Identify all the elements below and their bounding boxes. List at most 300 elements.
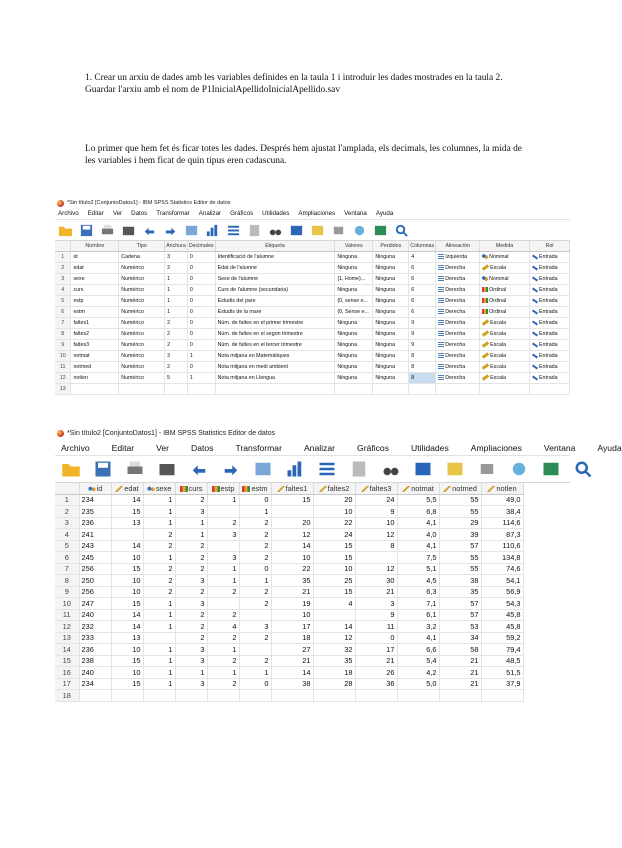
variable-header-estm[interactable] [239,483,271,494]
row-number[interactable]: 13 [55,632,79,644]
column-header[interactable]: Tipo [119,241,165,252]
row-number[interactable]: 4 [55,529,79,541]
row-number[interactable]: 17 [55,678,79,690]
cell-perdidos[interactable]: Ninguna [373,274,409,285]
data-cell[interactable]: 14 [271,667,313,679]
cell-alineacion[interactable] [436,362,480,373]
data-cell[interactable]: 232 [79,621,111,633]
select-cases-icon[interactable] [310,223,325,238]
cell-alineacion[interactable] [436,307,480,318]
cell-anchura[interactable]: 1 [165,296,188,307]
variable-header-curs[interactable] [175,483,207,494]
data-cell[interactable]: 45,8 [481,609,523,621]
data-cell[interactable]: 4 [207,621,239,633]
cell-nombre[interactable]: estp [71,296,119,307]
data-cell[interactable]: 14 [111,609,143,621]
data-cell[interactable]: 3,2 [397,621,439,633]
data-cell[interactable] [355,552,397,564]
data-cell[interactable]: 250 [79,575,111,587]
data-cell[interactable]: 12 [271,529,313,541]
data-cell[interactable]: 7,5 [397,552,439,564]
data-cell[interactable]: 1 [207,563,239,575]
cell-etiqueta[interactable]: Nota mitjana en medi ambient [215,362,335,373]
data-cell[interactable]: 3 [175,598,207,610]
column-header[interactable]: Rol [530,241,570,252]
empty-cell[interactable] [207,690,239,702]
data-cell[interactable]: 5,5 [397,494,439,506]
empty-cell[interactable] [271,690,313,702]
row-number[interactable]: 12 [55,373,71,384]
cell-valores[interactable]: Ninguna [335,373,373,384]
data-cell[interactable]: 15 [111,563,143,575]
data-cell[interactable]: 3 [175,678,207,690]
data-cell[interactable]: 20 [313,494,355,506]
data-cell[interactable]: 1 [143,678,175,690]
data-cell[interactable]: 3 [355,598,397,610]
cell-rol[interactable] [530,318,570,329]
cell-nombre[interactable]: faltes2 [71,329,119,340]
cell-rol[interactable] [530,296,570,307]
data-cell[interactable]: 4,1 [397,632,439,644]
data-cell[interactable]: 12 [355,563,397,575]
cell-columnas[interactable]: 6 [409,285,436,296]
data-cell[interactable]: 1 [143,552,175,564]
data-cell[interactable]: 17 [271,621,313,633]
data-cell[interactable]: 8 [355,540,397,552]
row-number[interactable]: 14 [55,644,79,656]
menu-ver[interactable]: Ver [156,442,170,453]
cell-columnas[interactable]: 8 [409,351,436,362]
data-cell[interactable]: 14 [111,621,143,633]
data-cell[interactable]: 22 [271,563,313,575]
cell-perdidos[interactable]: Ninguna [373,252,409,263]
data-cell[interactable]: 13 [111,517,143,529]
empty-cell[interactable] [119,384,165,395]
row-number[interactable]: 9 [55,340,71,351]
data-cell[interactable]: 233 [79,632,111,644]
data-cell[interactable]: 9 [355,609,397,621]
cell-valores[interactable]: {0, Sense e... [335,307,373,318]
cell-nombre[interactable]: notmat [71,351,119,362]
data-cell[interactable]: 2 [175,621,207,633]
cell-dec[interactable]: 1 [187,373,215,384]
menu-transformar[interactable]: Transformar [235,442,282,453]
cell-alineacion[interactable] [436,329,480,340]
data-cell[interactable]: 1 [207,494,239,506]
data-cell[interactable]: 2 [143,540,175,552]
cell-valores[interactable]: {1, Home}... [335,274,373,285]
data-cell[interactable]: 2 [239,552,271,564]
data-cell[interactable]: 15 [111,655,143,667]
cell-columnas[interactable]: 6 [409,296,436,307]
cell-alineacion[interactable] [436,340,480,351]
menu-ventana[interactable]: Ventana [344,210,367,217]
menu-analizar[interactable]: Analizar [198,210,222,217]
cell-valores[interactable]: Ninguna [335,329,373,340]
menu-editar[interactable]: Editar [111,442,135,453]
data-cell[interactable]: 10 [271,609,313,621]
cell-alineacion[interactable] [436,296,480,307]
cell-nombre[interactable]: notlen [71,373,119,384]
data-cell[interactable]: 48,5 [481,655,523,667]
empty-cell[interactable] [187,384,215,395]
data-cell[interactable]: 1 [207,667,239,679]
data-cell[interactable]: 5,4 [397,655,439,667]
cell-columnas[interactable]: 6 [409,263,436,274]
data-cell[interactable]: 3 [175,644,207,656]
cell-etiqueta[interactable]: Identificació de l'alumne [215,252,335,263]
column-header[interactable]: Perdidos [373,241,409,252]
find-binoculars-icon[interactable] [381,459,401,479]
data-cell[interactable]: 1 [143,667,175,679]
data-cell[interactable]: 19 [271,598,313,610]
cell-rol[interactable] [530,285,570,296]
data-cell[interactable]: 3 [207,529,239,541]
data-cell[interactable]: 87,3 [481,529,523,541]
data-cell[interactable]: 110,6 [481,540,523,552]
data-cell[interactable]: 21 [271,655,313,667]
cell-perdidos[interactable]: Ninguna [373,296,409,307]
data-cell[interactable]: 243 [79,540,111,552]
column-header[interactable]: Etiqueta [215,241,335,252]
open-folder-icon[interactable] [61,459,81,479]
data-cell[interactable]: 15 [313,552,355,564]
data-cell[interactable]: 37,9 [481,678,523,690]
cell-alineacion[interactable] [436,252,480,263]
variable-header-notlen[interactable] [481,483,523,494]
data-cell[interactable]: 1 [239,575,271,587]
data-cell[interactable]: 10 [111,667,143,679]
cell-nombre[interactable]: estm [71,307,119,318]
row-number[interactable]: 18 [55,690,79,702]
data-cell[interactable]: 28 [313,678,355,690]
menu-archivo[interactable]: Archivo [61,442,90,453]
cell-columnas[interactable]: 9 [409,340,436,351]
cell-alineacion[interactable] [436,274,480,285]
row-number[interactable]: 13 [55,384,71,395]
menu-utilidades[interactable]: Utilidades [262,210,290,217]
cell-tipo[interactable]: Numérico [119,296,165,307]
show-all-variables-icon[interactable] [541,459,561,479]
data-cell[interactable]: 2 [239,517,271,529]
cell-medida[interactable] [480,340,530,351]
cell-etiqueta[interactable]: Estudis del pare [215,296,335,307]
data-cell[interactable]: 55 [439,494,481,506]
cell-etiqueta[interactable]: Núm. de faltes en el tercer trimestre [215,340,335,351]
data-cell[interactable]: 6,3 [397,586,439,598]
go-to-case-icon[interactable] [184,223,199,238]
data-cell[interactable]: 38 [439,575,481,587]
cell-dec[interactable]: 0 [187,329,215,340]
cell-dec[interactable]: 0 [187,362,215,373]
cell-dec[interactable]: 0 [187,296,215,307]
cell-perdidos[interactable]: Ninguna [373,351,409,362]
empty-cell[interactable] [313,690,355,702]
cell-valores[interactable]: Ninguna [335,318,373,329]
cell-tipo[interactable]: Numérico [119,285,165,296]
empty-cell[interactable] [79,690,111,702]
cell-perdidos[interactable]: Ninguna [373,373,409,384]
cell-anchura[interactable]: 2 [165,362,188,373]
data-cell[interactable]: 10 [271,552,313,564]
data-cell[interactable]: 241 [79,529,111,541]
cell-tipo[interactable]: Numérico [119,307,165,318]
column-header[interactable]: Anchura [165,241,188,252]
data-cell[interactable]: 11 [355,621,397,633]
data-cell[interactable]: 1 [143,644,175,656]
empty-cell[interactable] [175,690,207,702]
data-cell[interactable] [207,540,239,552]
cell-perdidos[interactable]: Ninguna [373,263,409,274]
data-cell[interactable]: 4,1 [397,540,439,552]
menu-gráficos[interactable]: Gráficos [230,210,254,217]
data-cell[interactable] [111,529,143,541]
data-cell[interactable]: 12 [355,529,397,541]
data-cell[interactable]: 36 [355,678,397,690]
data-cell[interactable]: 51,5 [481,667,523,679]
row-number[interactable]: 6 [55,552,79,564]
data-cell[interactable]: 15 [313,586,355,598]
data-cell[interactable]: 1 [143,655,175,667]
data-cell[interactable]: 14 [111,494,143,506]
data-cell[interactable]: 24 [355,494,397,506]
cell-dec[interactable]: 0 [187,252,215,263]
empty-cell[interactable] [481,690,523,702]
cell-columnas[interactable]: 8 [409,362,436,373]
data-cell[interactable]: 1 [239,506,271,518]
cell-nombre[interactable]: faltes3 [71,340,119,351]
menu-ver[interactable]: Ver [112,210,123,217]
cell-nombre[interactable]: id [71,252,119,263]
data-cell[interactable]: 21 [355,655,397,667]
empty-cell[interactable] [373,384,409,395]
menu-datos[interactable]: Datos [131,210,148,217]
row-number[interactable]: 4 [55,285,71,296]
cell-valores[interactable]: Ninguna [335,252,373,263]
cell-rol[interactable] [530,263,570,274]
data-cell[interactable] [313,609,355,621]
data-cell[interactable]: 6,1 [397,609,439,621]
cell-tipo[interactable]: Numérico [119,362,165,373]
row-number[interactable]: 12 [55,621,79,633]
cell-dec[interactable]: 0 [187,274,215,285]
cell-rol[interactable] [530,252,570,263]
menu-transformar[interactable]: Transformar [156,210,190,217]
cell-perdidos[interactable]: Ninguna [373,307,409,318]
column-header[interactable]: Nombre [71,241,119,252]
go-to-case-icon[interactable] [253,459,273,479]
data-cell[interactable]: 56,9 [481,586,523,598]
data-cell[interactable]: 6,6 [397,644,439,656]
data-cell[interactable]: 59,2 [481,632,523,644]
data-cell[interactable]: 7,1 [397,598,439,610]
split-file-icon[interactable] [413,459,433,479]
data-cell[interactable]: 5,0 [397,678,439,690]
data-cell[interactable]: 2 [175,552,207,564]
menu-archivo[interactable]: Archivo [58,210,79,217]
empty-cell[interactable] [111,690,143,702]
cell-perdidos[interactable]: Ninguna [373,329,409,340]
row-number[interactable]: 5 [55,540,79,552]
column-header[interactable]: Columnas [409,241,436,252]
data-cell[interactable]: 24 [313,529,355,541]
cell-etiqueta[interactable]: Nota mitjana en Llengua [215,373,335,384]
cell-rol[interactable] [530,373,570,384]
cell-medida[interactable] [480,263,530,274]
data-cell[interactable]: 10 [355,517,397,529]
data-cell[interactable]: 21 [355,586,397,598]
data-cell[interactable]: 0 [239,678,271,690]
row-number[interactable]: 11 [55,362,71,373]
data-cell[interactable]: 2 [239,529,271,541]
data-cell[interactable]: 236 [79,644,111,656]
data-cell[interactable]: 238 [79,655,111,667]
data-cell[interactable]: 247 [79,598,111,610]
cell-rol[interactable] [530,362,570,373]
row-number[interactable]: 3 [55,517,79,529]
data-cell[interactable]: 10 [111,586,143,598]
data-cell[interactable]: 1 [239,667,271,679]
cell-anchura[interactable]: 1 [165,307,188,318]
data-cell[interactable]: 30 [355,575,397,587]
cell-anchura[interactable]: 1 [165,274,188,285]
data-cell[interactable]: 58 [439,644,481,656]
search-icon[interactable] [394,223,409,238]
use-variable-sets-icon[interactable] [509,459,529,479]
find-binoculars-icon[interactable] [268,223,283,238]
cell-anchura[interactable]: 3 [165,252,188,263]
cell-columnas[interactable]: 9 [409,318,436,329]
data-cell[interactable]: 2 [207,609,239,621]
cell-nombre[interactable]: curs [71,285,119,296]
data-cell[interactable]: 15 [271,494,313,506]
go-to-variable-icon[interactable] [285,459,305,479]
cell-medida[interactable] [480,285,530,296]
cell-etiqueta[interactable]: Curs de l'alumne (secundaria) [215,285,335,296]
data-cell[interactable]: 2 [207,632,239,644]
variable-header-faltes1[interactable] [271,483,313,494]
cell-columnas[interactable]: 6 [409,307,436,318]
data-cell[interactable]: 74,6 [481,563,523,575]
data-cell[interactable]: 1 [143,621,175,633]
data-cell[interactable]: 10 [111,552,143,564]
data-cell[interactable]: 21 [439,678,481,690]
empty-cell[interactable] [436,384,480,395]
data-cell[interactable]: 10 [313,563,355,575]
data-cell[interactable]: 1 [207,644,239,656]
data-cell[interactable]: 2 [175,586,207,598]
cell-columnas[interactable]: 4 [409,252,436,263]
cell-anchura[interactable]: 2 [165,340,188,351]
cell-alineacion[interactable] [436,351,480,362]
use-variable-sets-icon[interactable] [352,223,367,238]
column-header[interactable]: Alineación [436,241,480,252]
column-header[interactable]: Decimales [187,241,215,252]
data-cell[interactable]: 2 [207,586,239,598]
variable-header-id[interactable] [79,483,111,494]
data-cell[interactable]: 2 [143,529,175,541]
data-cell[interactable]: 57 [439,609,481,621]
row-number[interactable]: 7 [55,318,71,329]
data-cell[interactable]: 2 [143,586,175,598]
empty-cell[interactable] [215,384,335,395]
redo-icon[interactable] [221,459,241,479]
cell-alineacion[interactable] [436,263,480,274]
data-cell[interactable]: 2 [175,632,207,644]
data-cell[interactable]: 4,2 [397,667,439,679]
data-cell[interactable]: 2 [207,678,239,690]
print-icon[interactable] [100,223,115,238]
cell-valores[interactable]: {0, sense e... [335,296,373,307]
cell-perdidos[interactable]: Ninguna [373,285,409,296]
data-cell[interactable]: 53 [439,621,481,633]
data-cell[interactable]: 1 [175,529,207,541]
cell-nombre[interactable]: sexe [71,274,119,285]
cell-tipo[interactable]: Numérico [119,329,165,340]
variable-header-notmat[interactable] [397,483,439,494]
show-all-variables-icon[interactable] [373,223,388,238]
data-cell[interactable]: 2 [175,494,207,506]
select-cases-icon[interactable] [445,459,465,479]
cell-nombre[interactable]: faltes1 [71,318,119,329]
data-cell[interactable]: 114,6 [481,517,523,529]
data-cell[interactable]: 240 [79,609,111,621]
data-cell[interactable]: 2 [175,563,207,575]
data-cell[interactable]: 21 [271,586,313,598]
run-descriptives-icon[interactable] [349,459,369,479]
data-cell[interactable]: 2 [239,586,271,598]
data-cell[interactable]: 55 [439,563,481,575]
cell-medida[interactable] [480,318,530,329]
data-cell[interactable]: 35 [439,586,481,598]
data-cell[interactable]: 54,1 [481,575,523,587]
data-cell[interactable]: 2 [207,655,239,667]
data-cell[interactable] [143,632,175,644]
empty-cell[interactable] [239,690,271,702]
data-cell[interactable]: 3 [175,655,207,667]
cell-etiqueta[interactable]: Estudis de la mare [215,307,335,318]
data-cell[interactable]: 2 [175,540,207,552]
data-cell[interactable]: 14 [271,540,313,552]
data-cell[interactable]: 55 [439,506,481,518]
data-cell[interactable]: 38 [271,678,313,690]
cell-medida[interactable] [480,373,530,384]
data-cell[interactable]: 4,1 [397,517,439,529]
cell-alineacion[interactable] [436,373,480,384]
variable-header-notmed[interactable] [439,483,481,494]
empty-cell[interactable] [397,690,439,702]
cell-dec[interactable]: 0 [187,307,215,318]
data-cell[interactable]: 27 [271,644,313,656]
search-icon[interactable] [573,459,593,479]
value-labels-icon[interactable] [331,223,346,238]
menu-utilidades[interactable]: Utilidades [411,442,449,453]
data-cell[interactable] [271,506,313,518]
data-cell[interactable]: 3 [175,506,207,518]
data-cell[interactable]: 3 [175,575,207,587]
redo-icon[interactable] [163,223,178,238]
variables-icon[interactable] [226,223,241,238]
save-icon[interactable] [79,223,94,238]
row-number[interactable]: 3 [55,274,71,285]
data-cell[interactable]: 3 [239,621,271,633]
menu-ventana[interactable]: Ventana [543,442,576,453]
empty-cell[interactable] [409,384,436,395]
cell-medida[interactable] [480,351,530,362]
data-cell[interactable]: 29 [439,517,481,529]
data-cell[interactable]: 15 [111,506,143,518]
data-cell[interactable]: 49,0 [481,494,523,506]
